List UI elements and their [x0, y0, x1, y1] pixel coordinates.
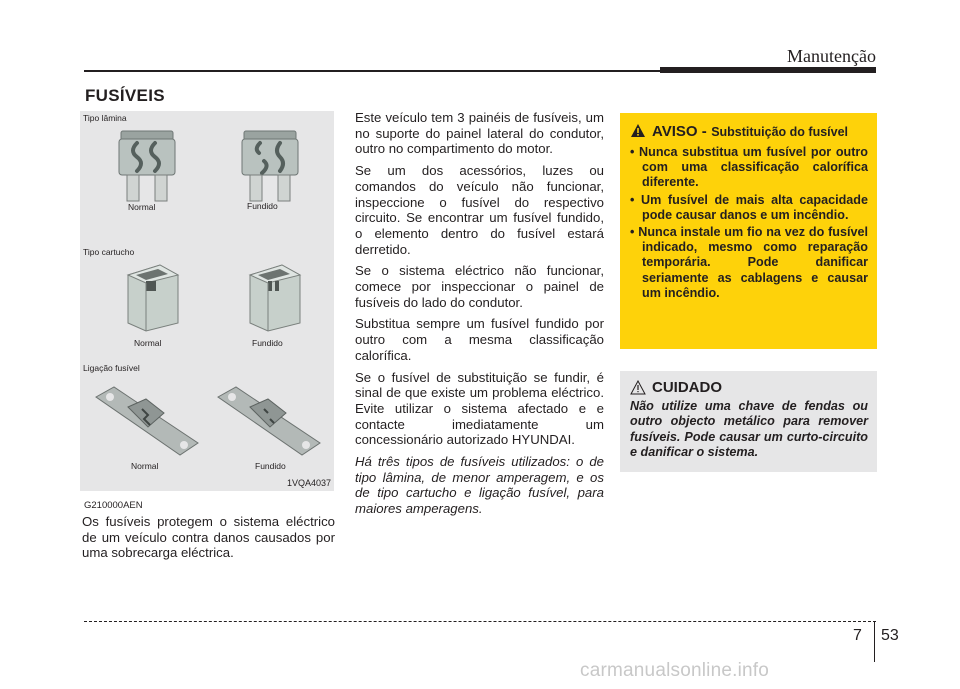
- intro-paragraph: Os fusíveis protegem o sistema eléctrico de um veículo contra danos causados por uma sobrecarga eléctrica.: [82, 514, 335, 561]
- warning-item: • Nunca substitua um fusível por outro com uma classificação calorífica diferente.: [630, 145, 868, 190]
- caution-triangle-icon: [630, 380, 646, 395]
- footer-rule: [84, 621, 876, 623]
- fusible-link-normal-label: Normal: [131, 461, 159, 471]
- main-text: [355, 110, 604, 523]
- cartridge-fuse-normal-image: [120, 261, 185, 333]
- fusible-link-label: Ligação fusível: [83, 363, 140, 373]
- warning-box: [620, 113, 877, 349]
- warning-item: • Nunca instale um fio na vez do fusível indicado, mesmo como reparação temporária. Pode danificar seriamente as cablagens e causar um incêndio.: [630, 225, 868, 300]
- warning-title: AVISO -: [652, 123, 707, 140]
- running-header: Manutenção: [787, 46, 876, 66]
- paragraph-6: Há três tipos de fusíveis utilizados: o de tipo lâmina, de menor amperagem, e os de tipo cartucho e ligação fusível, para maiores amperagens.: [355, 454, 604, 517]
- fuse-types-figure: [80, 111, 334, 491]
- figure-id: 1VQA4037: [286, 478, 331, 488]
- warning-triangle-icon: [630, 123, 646, 138]
- caution-header: [630, 379, 868, 396]
- paragraph-4: Substitua sempre um fusível fundido por outro com a mesma classificação calorífica.: [355, 316, 604, 363]
- blade-fuse-normal-image: [115, 129, 180, 204]
- fusible-link-normal-image: [92, 383, 202, 461]
- paragraph-1: Este veículo tem 3 painéis de fusíveis, um no suporte do painel lateral do condutor, outro no compartimento do motor.: [355, 110, 604, 157]
- warning-header: [630, 123, 868, 141]
- blade-type-label: Tipo lâmina: [83, 113, 127, 123]
- page-number: 53: [881, 627, 899, 644]
- warning-list: [630, 145, 868, 301]
- intro-text: [82, 514, 335, 567]
- paragraph-5: Se o fusível de substituição se fundir, é sinal de que existe um problema eléctrico. Evite utilizar o sistema afectado e e contacte imediatamente um concessionário autorizado HYUNDAI.: [355, 369, 604, 448]
- caution-title: CUIDADO: [652, 379, 722, 396]
- paragraph-2: Se um dos acessórios, luzes ou comandos do veículo não funcionar, inspeccione o fusível do respectivo circuito. Se encontrar um fusível fundido, o elemento dentro do fusível estará derretido.: [355, 163, 604, 257]
- cartridge-fuse-blown-image: [242, 261, 307, 333]
- caution-box: [620, 371, 877, 472]
- header-rule-accent: [660, 67, 876, 73]
- page-number-divider: [874, 622, 875, 662]
- cartridge-blown-label: Fundido: [252, 338, 283, 348]
- blade-blown-label: Fundido: [247, 201, 278, 211]
- blade-fuse-blown-image: [238, 129, 303, 204]
- caution-text: Não utilize uma chave de fendas ou outro objecto metálico para remover fusíveis. Pode causar um curto-circuito e danificar o sistema.: [630, 399, 868, 459]
- cartridge-type-label: Tipo cartucho: [83, 247, 135, 257]
- fusible-link-blown-label: Fundido: [255, 461, 286, 471]
- warning-item: • Um fusível de mais alta capacidade pode causar danos e um incêndio.: [630, 192, 868, 222]
- cartridge-normal-label: Normal: [134, 338, 162, 348]
- blade-normal-label: Normal: [128, 202, 156, 212]
- section-title: FUSÍVEIS: [85, 86, 165, 105]
- paragraph-3: Se o sistema eléctrico não funcionar, comece por inspeccionar o painel de fusíveis do lado do condutor.: [355, 263, 604, 310]
- chapter-number: 7: [853, 627, 862, 644]
- watermark: carmanualsonline.info: [580, 660, 770, 681]
- fusible-link-blown-image: [214, 383, 324, 461]
- warning-subtitle: Substituição do fusível: [711, 125, 849, 139]
- doc-code: G210000AEN: [84, 500, 143, 511]
